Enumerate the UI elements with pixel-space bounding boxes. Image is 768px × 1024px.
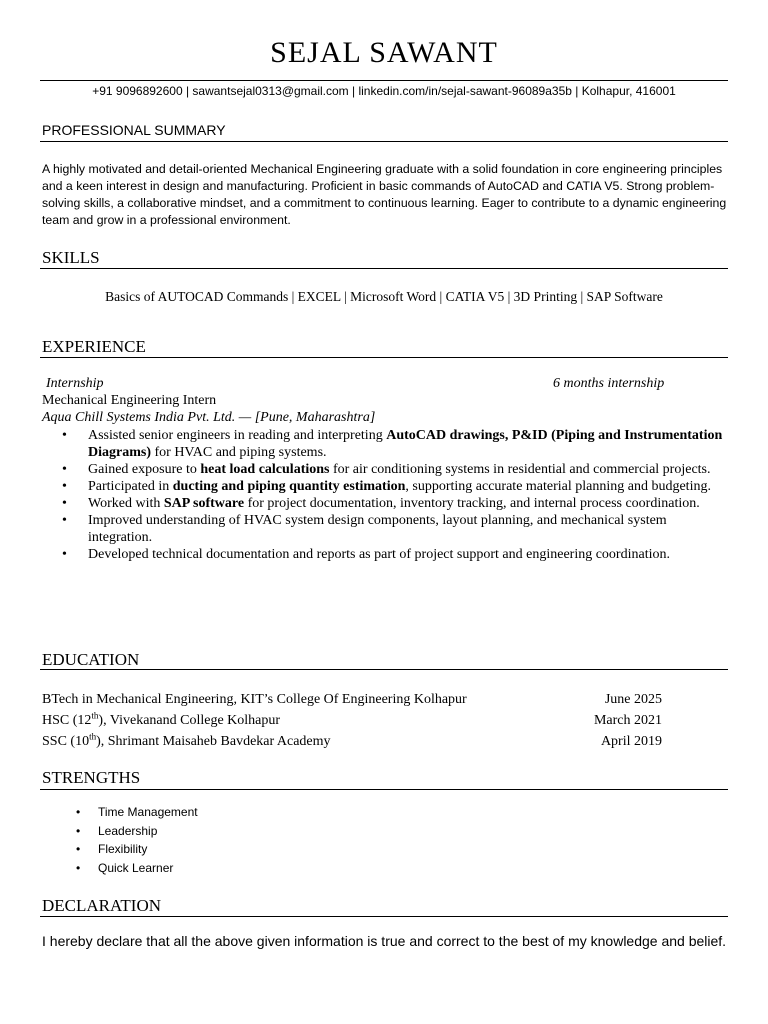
bullet-icon: • <box>76 842 81 856</box>
experience-heading: EXPERIENCE <box>42 337 146 356</box>
strengths-heading: STRENGTHS <box>42 768 141 787</box>
summary-heading: PROFESSIONAL SUMMARY <box>42 122 226 138</box>
bullet-icon: • <box>62 547 67 562</box>
contact-line: +91 9096892600 | sawantsejal0313@gmail.com | linkedin.com/in/sejal-sawant-96089a35b | Kolhapur, 416001 <box>92 84 676 98</box>
candidate-name: SEJAL SAWANT <box>270 36 498 69</box>
bullet-icon: • <box>62 479 67 494</box>
experience-divider <box>40 357 728 358</box>
education-heading: EDUCATION <box>42 650 140 669</box>
header-divider <box>40 80 728 81</box>
bullet-icon: • <box>62 462 67 477</box>
strengths-list <box>76 803 198 877</box>
experience-type: Internship <box>46 376 104 391</box>
bullet-icon: • <box>62 428 67 443</box>
declaration-heading: DECLARATION <box>42 896 161 915</box>
declaration-text: I hereby declare that all the above given information is true and correct to the best of my knowledge and belief. <box>42 933 727 949</box>
experience-company: Aqua Chill Systems India Pvt. Ltd. — [Pune, Maharashtra] <box>42 410 376 425</box>
experience-bullet: • Gained exposure to heat load calculations for air conditioning systems in residential and commercial projects. <box>62 462 711 477</box>
declaration-divider <box>40 916 728 917</box>
bullet-icon: • <box>62 513 67 528</box>
experience-bullet: • Participated in ducting and piping quantity estimation, supporting accurate material planning and budgeting. <box>62 479 711 494</box>
skills-list: Basics of AUTOCAD Commands | EXCEL | Microsoft Word | CATIA V5 | 3D Printing | SAP Software <box>105 289 663 304</box>
education-row: BTech in Mechanical Engineering, KIT’s College Of Engineering Kolhapur June 2025 <box>42 689 662 710</box>
education-row: HSC (12th), Vivekanand College Kolhapur March 2021 <box>42 710 662 731</box>
bullet-icon: • <box>76 823 81 838</box>
strengths-divider <box>40 789 728 790</box>
experience-bullet: • Improved understanding of HVAC system design components, layout planning, and mechanical system integration. <box>62 513 667 545</box>
education-date: March 2021 <box>593 713 662 728</box>
experience-bullets <box>62 427 732 563</box>
education-date: April 2019 <box>600 734 662 749</box>
education-row: SSC (10th), Shrimant Maisaheb Bavdekar Academy April 2019 <box>42 731 662 752</box>
summary-divider <box>40 141 728 142</box>
summary-text: A highly motivated and detail-oriented Mechanical Engineering graduate with a solid foundation in core engineering principles and a keen interest in design and manufacturing. Proficient in basic commands of AutoCAD and CATIA V5. Strong problem-solving skills, a collaborative mindset, and a commitment to continuous learning. Eager to contribute to a dynamic engineering team and grow in a professional environment. <box>42 162 727 227</box>
education-divider <box>40 669 728 670</box>
bullet-icon: • <box>62 496 67 511</box>
skills-heading: SKILLS <box>42 248 100 267</box>
experience-duration: 6 months internship <box>553 376 665 391</box>
experience-bullet: • Assisted senior engineers in reading and interpreting AutoCAD drawings, P&ID (Piping and Instrumentation Diagrams) for HVAC and piping systems. <box>62 428 723 460</box>
skills-divider <box>40 268 728 269</box>
strength-item: • Quick Learner <box>76 859 198 878</box>
experience-bullet: • Developed technical documentation and reports as part of project support and engineering coordination. <box>62 547 670 562</box>
bullet-icon: • <box>76 860 81 875</box>
strength-item: • Time Management <box>76 803 198 822</box>
education-date: June 2025 <box>604 692 662 707</box>
strength-item: • Flexibility <box>76 840 198 859</box>
strength-item: • Leadership <box>76 822 198 841</box>
bullet-icon: • <box>76 805 81 819</box>
experience-role: Mechanical Engineering Intern <box>42 393 217 408</box>
experience-bullet: • Worked with SAP software for project documentation, inventory tracking, and internal process coordination. <box>62 496 700 511</box>
